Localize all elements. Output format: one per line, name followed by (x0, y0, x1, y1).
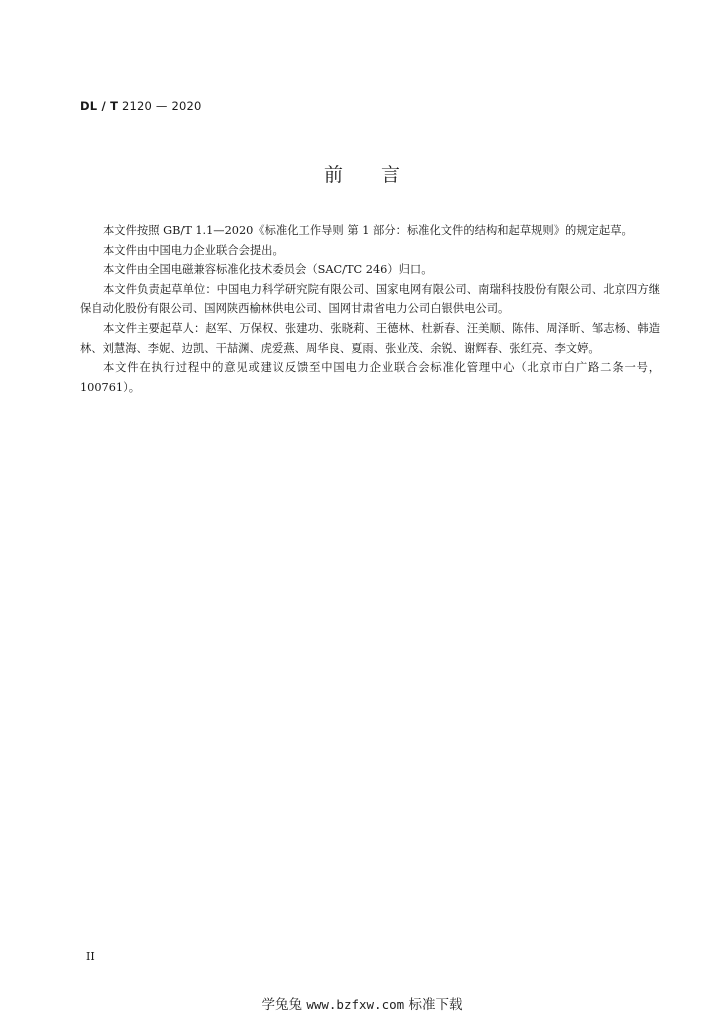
footer-site-name: 学兔兔 (261, 997, 303, 1013)
page-number: II (86, 950, 95, 963)
paragraph-drafters: 本文件主要起草人：赵军、万保权、张建功、张晓莉、王德林、杜新春、汪美顺、陈伟、周泽昕、邹志杨、韩造林、刘慧海、李妮、边凯、干喆渊、虎爱燕、周华良、夏雨、张业茂、余锐、谢辉春、张红亮、李文婷。 (80, 321, 660, 355)
footer-url-link[interactable]: www.bzfxw.com (306, 997, 405, 1012)
document-code-number: 2120 — 2020 (118, 99, 202, 113)
paragraph-proposer: 本文件由中国电力企业联合会提出。 (103, 243, 284, 257)
paragraph-committee: 本文件由全国电磁兼容标准化技术委员会（SAC/TC 246）归口。 (103, 263, 433, 277)
footer-watermark (0, 993, 724, 1013)
paragraph-drafting-basis: 本文件按照 GB/T 1.1—2020《标准化工作导则 第 1 部分：标准化文件的结构和起草规则》的规定起草。 (103, 224, 633, 237)
paragraph-feedback: 本文件在执行过程中的意见或建议反馈至中国电力企业联合会标准化管理中心（北京市白广路二条一号，100761）。 (80, 361, 660, 394)
footer-label: 标准下载 (408, 997, 463, 1013)
preface-body (80, 221, 660, 397)
paragraph-drafting-units: 本文件负责起草单位：中国电力科学研究院有限公司、国家电网有限公司、南瑞科技股份有限公司、北京四方继保自动化股份有限公司、国网陕西榆林供电公司、国网甘肃省电力公司白银供电公司。 (80, 282, 660, 316)
document-code (80, 99, 202, 113)
page-title: 前言 (323, 164, 438, 186)
document-code-prefix: DL / T (80, 99, 119, 113)
